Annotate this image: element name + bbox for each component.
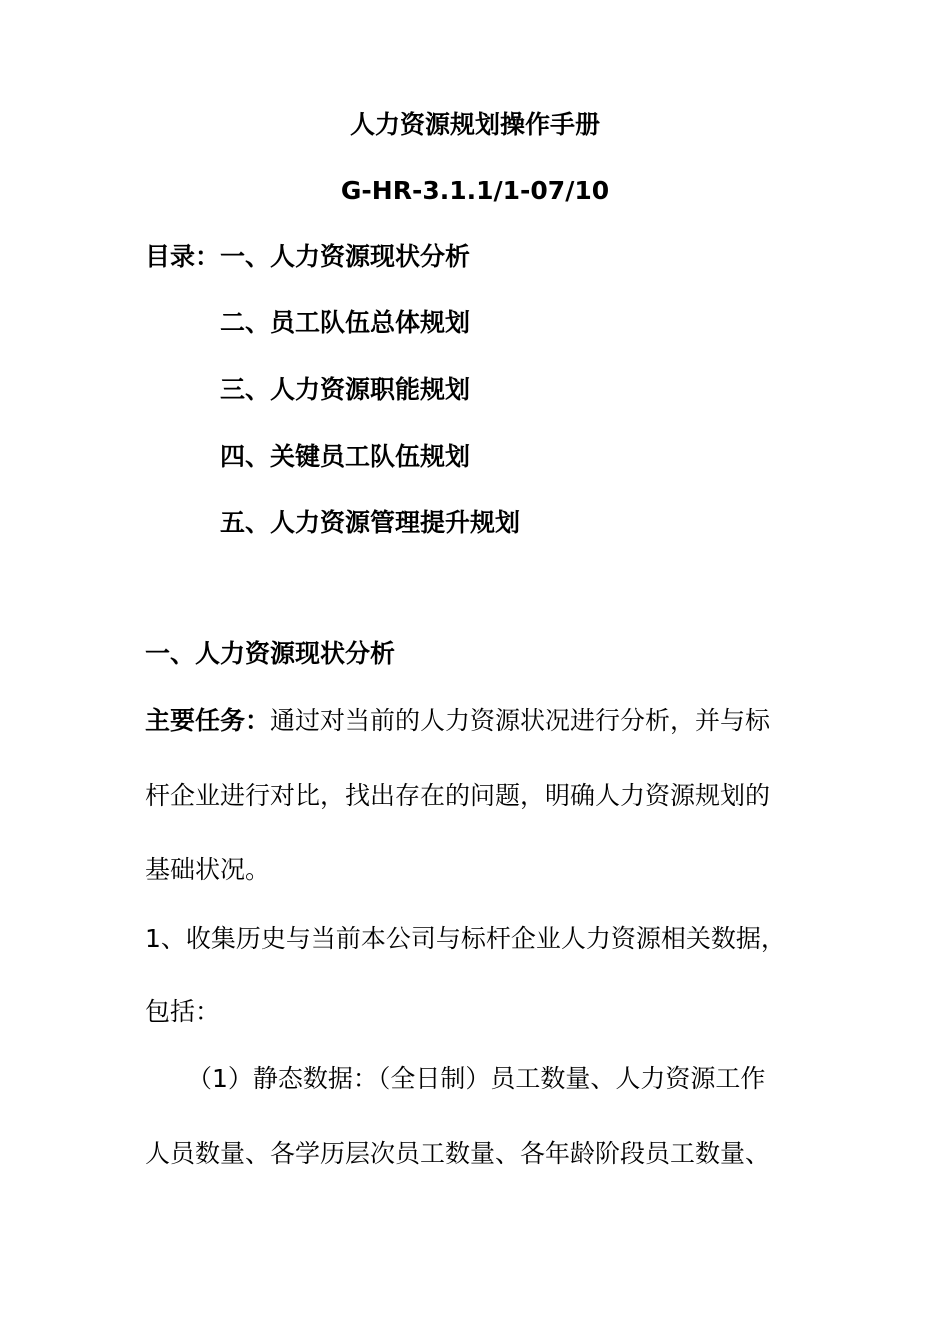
task-paragraph-line-3: 基础状况。 (145, 855, 271, 884)
toc-item-2: 二、员工队伍总体规划 (220, 308, 471, 337)
task-paragraph-line-2: 杆企业进行对比，找出存在的问题，明确人力资源规划的 (145, 781, 771, 810)
task-label: 主要任务： (145, 706, 271, 735)
point-1-line-2: 包括： (145, 997, 221, 1026)
toc-item-4: 四、关键员工队伍规划 (220, 442, 471, 471)
toc-label: 目录： (145, 242, 221, 271)
sub-point-1-line-1: （1）静态数据：（全日制）员工数量、人力资源工作 (187, 1064, 766, 1093)
document-code: G-HR-3.1.1/1-07/10 (340, 176, 610, 205)
section-heading: 一、人力资源现状分析 (145, 639, 396, 668)
point-1-line-1: 1、收集历史与当前本公司与标杆企业人力资源相关数据， (145, 924, 786, 953)
toc-item-3: 三、人力资源职能规划 (220, 375, 471, 404)
task-paragraph-line-1 (145, 704, 770, 738)
sub-point-1-line-2: 人员数量、各学历层次员工数量、各年龄阶段员工数量、 (145, 1139, 771, 1168)
toc-item-1: 一、人力资源现状分析 (220, 242, 471, 271)
document-title: 人力资源规划操作手册 (349, 110, 600, 139)
task-text: 通过对当前的人力资源状况进行分析，并与标 (270, 706, 771, 735)
toc-item-5: 五、人力资源管理提升规划 (220, 508, 521, 537)
